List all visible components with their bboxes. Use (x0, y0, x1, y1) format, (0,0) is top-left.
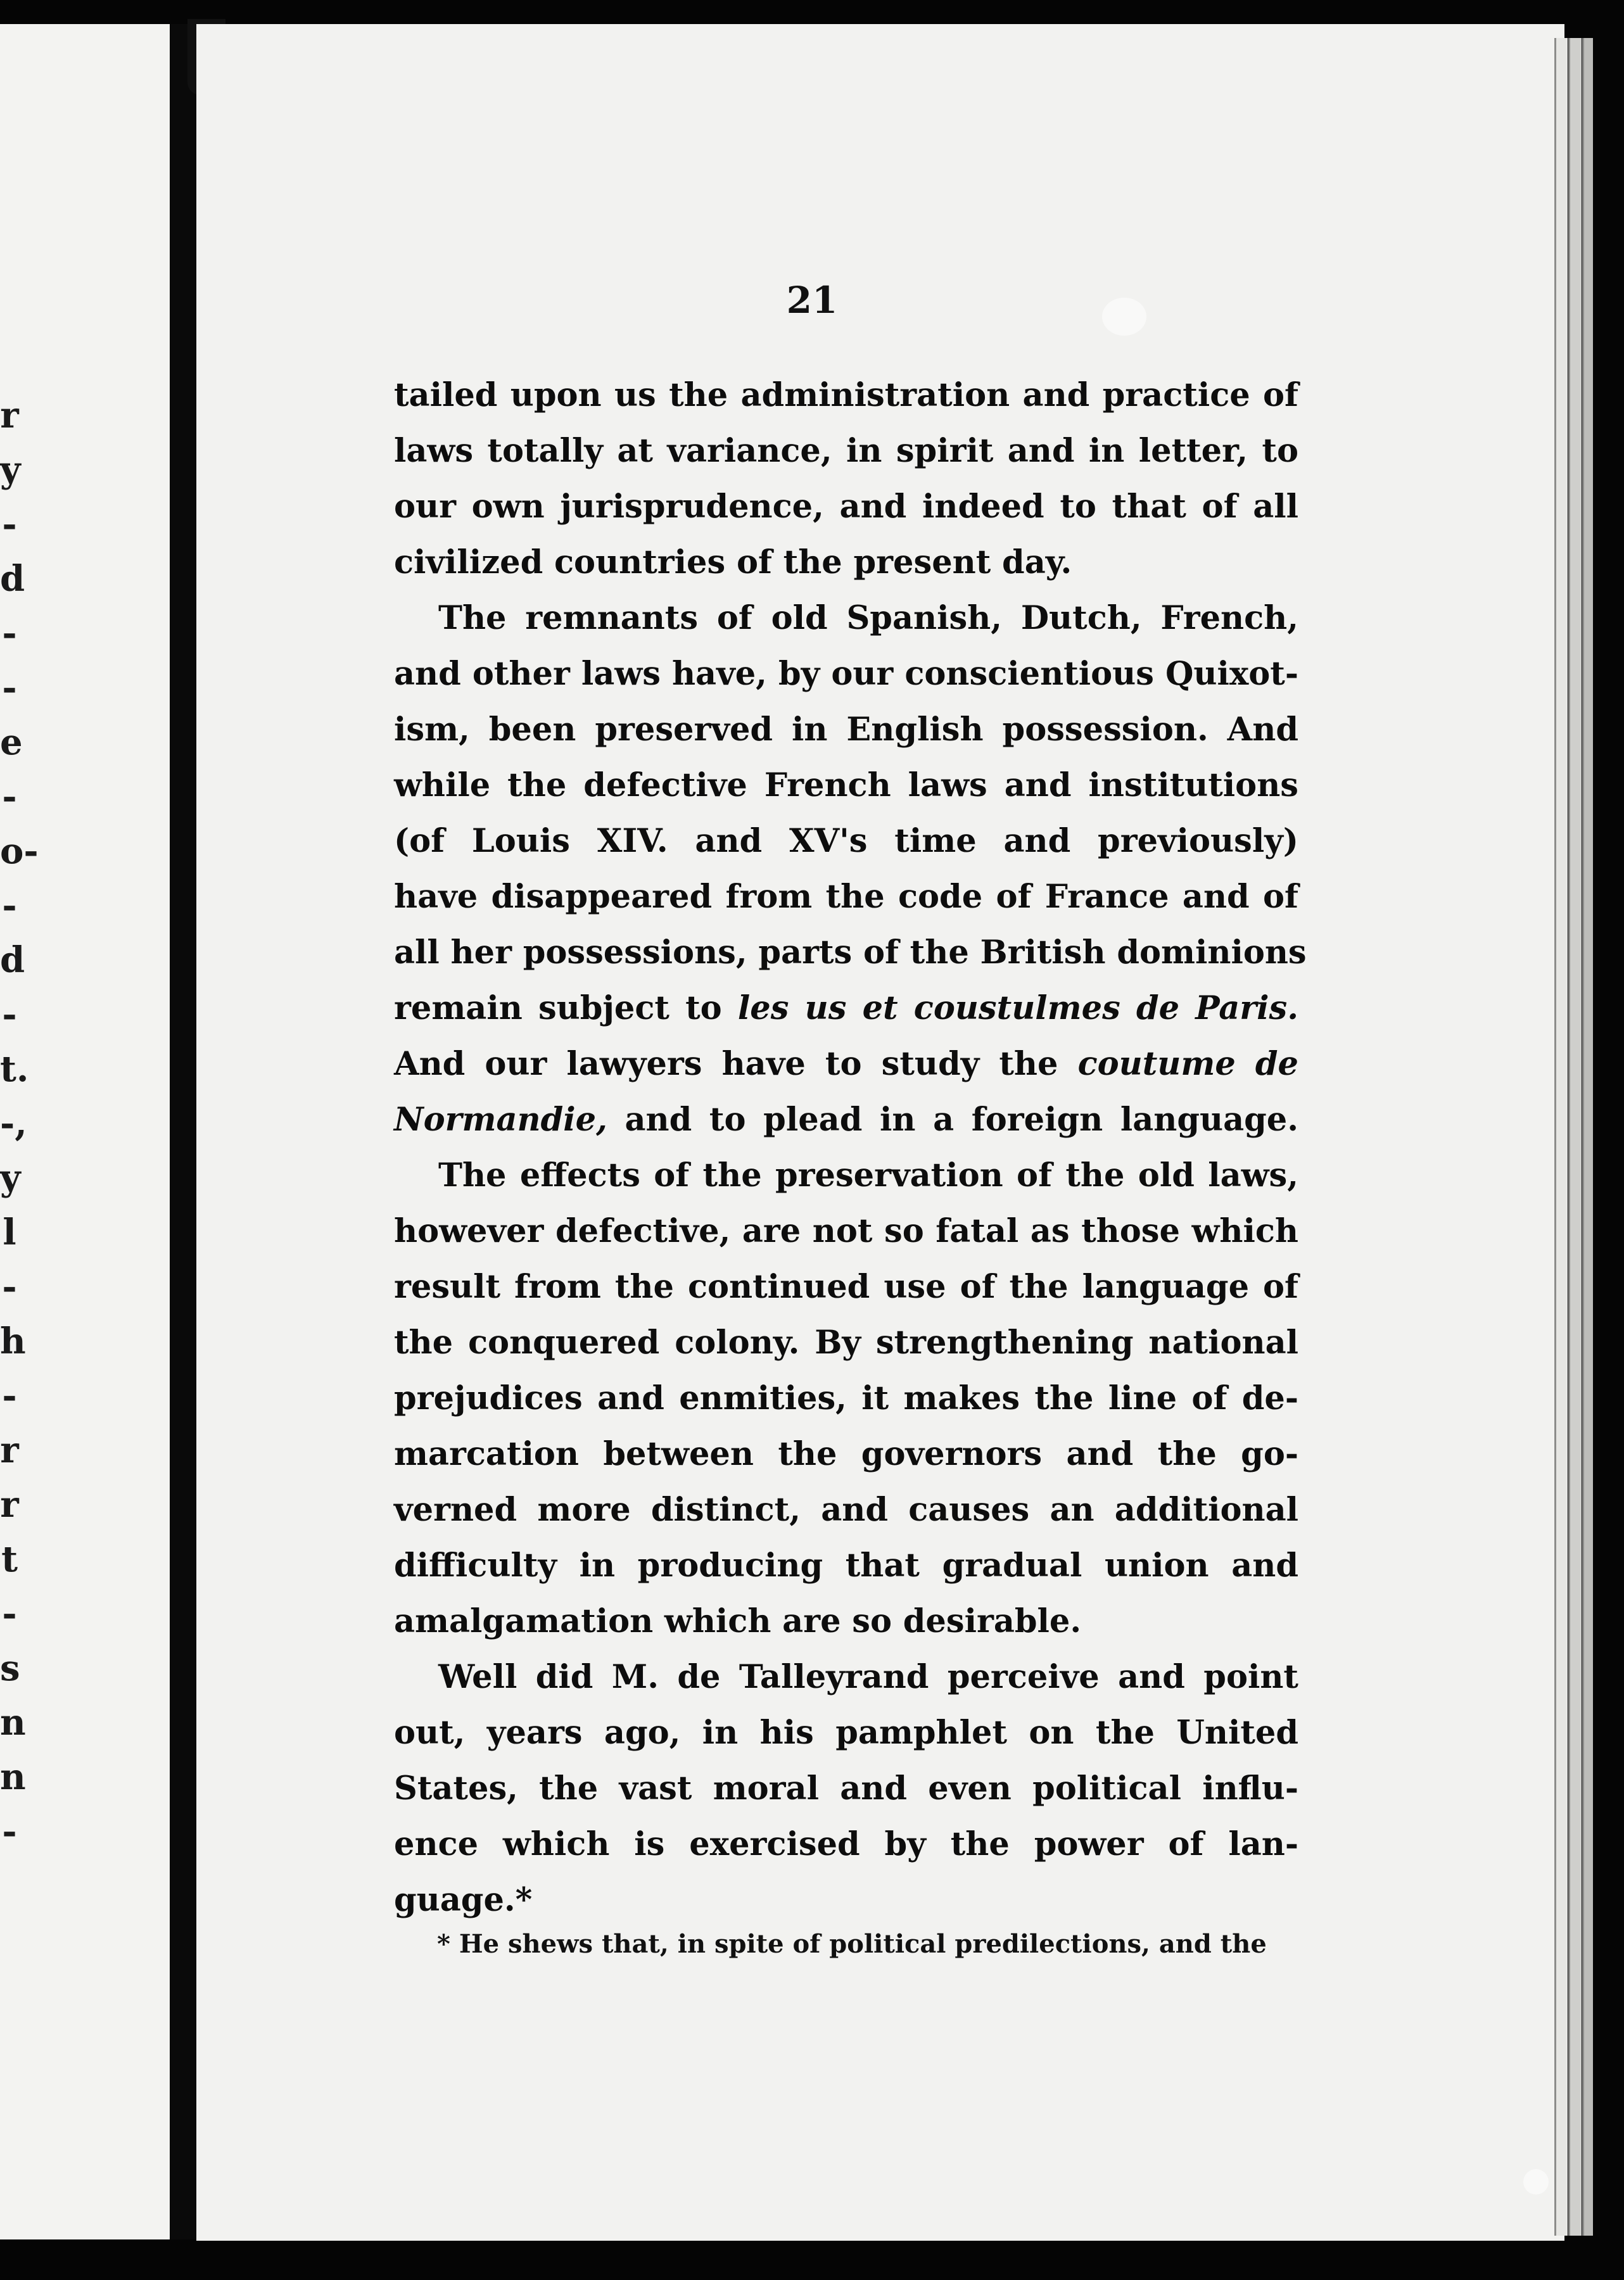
text-segment: and to plead in a foreign language. (607, 1101, 1298, 1139)
left-page-fragment: r (0, 395, 19, 436)
paragraph (394, 1649, 1298, 1928)
text-segment: remain subject to (394, 989, 738, 1027)
text-line: tailed upon us the administration and practice of (394, 376, 1298, 414)
text-line: difficulty in producing that gradual union and (394, 1547, 1298, 1585)
text-line: The remnants of old Spanish, Dutch, French, (438, 599, 1298, 637)
text-line: our own jurisprudence, and indeed to that of all (394, 488, 1298, 526)
text-line: however defective, are not so fatal as those which (394, 1212, 1298, 1250)
left-page-fragment: e (0, 721, 23, 763)
left-page-fragment: -, (0, 1103, 27, 1144)
left-page-fragment: - (2, 776, 17, 818)
text-line: amalgamation which are so desirable. (394, 1602, 1082, 1640)
left-page-fragment: - (2, 504, 17, 545)
left-page-fragment: - (2, 994, 17, 1036)
footnote: * He shews that, in spite of political predilections, and the (437, 1929, 1267, 1959)
left-page-fragment: t. (0, 1048, 29, 1090)
page-edge (1582, 38, 1593, 2236)
text-line: guage.* (394, 1881, 533, 1919)
text-line (394, 980, 1298, 1036)
left-page-fragment: y (0, 449, 21, 491)
left-adjacent-page (0, 24, 190, 2239)
left-page-fragment: - (2, 667, 17, 709)
paragraph (394, 1148, 1298, 1649)
left-page-fragment: y (0, 1157, 21, 1199)
left-page-fragment: - (2, 1593, 17, 1635)
paper-speck (1523, 2169, 1549, 2194)
left-page-fragment: n (0, 1702, 26, 1744)
left-page-fragment: r (0, 1484, 19, 1526)
text-line: ence which is exercised by the power of lan- (394, 1825, 1298, 1863)
text-line: out, years ago, in his pamphlet on the United (394, 1714, 1298, 1752)
left-page-fragment: - (2, 1375, 17, 1417)
text-line: The effects of the preservation of the old laws, (438, 1156, 1298, 1194)
text-line: prejudices and enmities, it makes the line of de- (394, 1379, 1298, 1417)
left-page-fragment: d (0, 558, 25, 600)
text-line: result from the continued use of the language of (394, 1268, 1298, 1306)
text-line: civilized countries of the present day. (394, 543, 1072, 581)
left-page-fragment: t (1, 1538, 18, 1580)
page-edge (1568, 38, 1582, 2236)
left-page-fragment: r (0, 1429, 19, 1471)
left-page-fragment: l (3, 1212, 16, 1253)
left-page-fragment: s (0, 1647, 20, 1689)
text-line: and other laws have, by our conscientious Quixot- (394, 655, 1298, 693)
text-line: ism, been preserved in English possession. And (394, 711, 1298, 749)
italic-phrase: les us et coustulmes de Paris. (737, 989, 1298, 1027)
body-text (394, 367, 1307, 1928)
paragraph (394, 590, 1307, 1148)
scan-border (1594, 0, 1624, 2280)
text-line (394, 1036, 1298, 1092)
text-line: (of Louis XIV. and XV's time and previously) (394, 822, 1298, 860)
page-number: 21 (786, 279, 838, 322)
paragraph (394, 367, 1298, 590)
left-page-fragment: h (0, 1320, 26, 1362)
text-line (394, 1092, 1298, 1148)
text-segment: And our lawyers have to study the (394, 1045, 1078, 1083)
left-page-fragment: - (2, 885, 17, 927)
text-line: verned more distinct, and causes an additional (394, 1491, 1298, 1529)
text-line: Well did M. de Talleyrand perceive and point (438, 1658, 1298, 1696)
left-page-fragment: d (0, 939, 25, 981)
left-page-fragment: - (2, 612, 17, 654)
italic-phrase: coutume de (1077, 1045, 1298, 1083)
text-line: laws totally at variance, in spirit and in letter, to (394, 432, 1298, 470)
text-line: the conquered colony. By strengthening national (394, 1324, 1298, 1362)
text-line: States, the vast moral and even political influ- (394, 1770, 1298, 1808)
text-line: have disappeared from the code of France and of (394, 878, 1298, 916)
left-page-fragment: o- (0, 830, 39, 872)
italic-phrase: Normandie, (394, 1101, 607, 1139)
left-page-fragment: n (0, 1756, 26, 1798)
text-line: while the defective French laws and institutions (394, 766, 1298, 804)
left-page-fragment: - (2, 1266, 17, 1308)
text-line: all her possessions, parts of the British dominions (394, 934, 1307, 972)
left-page-fragment: - (2, 1811, 17, 1852)
text-line: marcation between the governors and the go- (394, 1435, 1298, 1473)
page-edge (1554, 38, 1568, 2236)
